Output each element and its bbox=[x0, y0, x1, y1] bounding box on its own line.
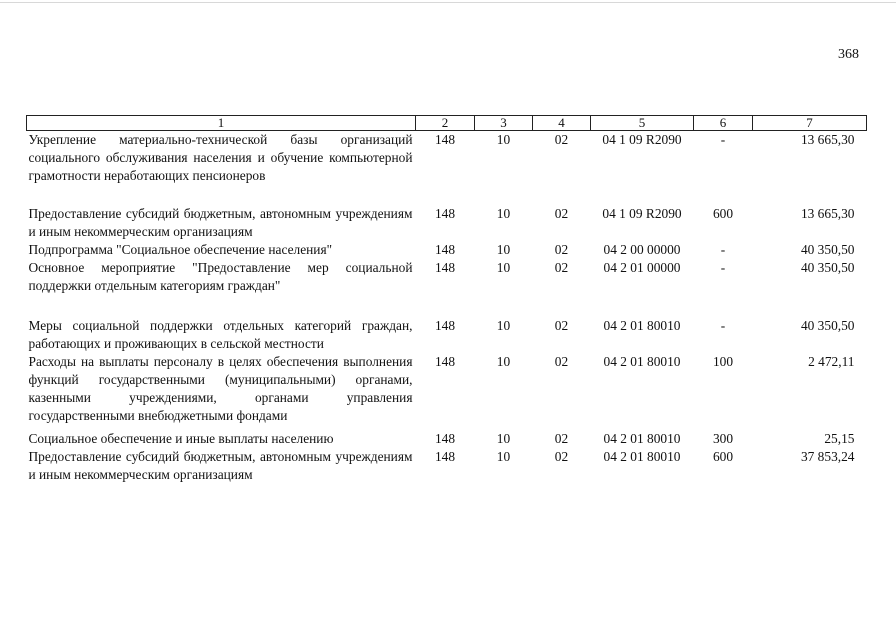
row-code: 148 bbox=[434, 318, 456, 333]
row-section: 10 bbox=[496, 318, 511, 333]
row-target-article: 04 2 01 80010 bbox=[603, 431, 681, 446]
table-row bbox=[27, 205, 867, 241]
column-header: 2 bbox=[416, 116, 475, 131]
row-section: 10 bbox=[496, 132, 511, 147]
row-name: Предоставление субсидий бюджетным, автономным учреждениям и иным некоммерческим организациям bbox=[28, 206, 413, 239]
row-expense-type: - bbox=[720, 260, 726, 275]
table-row bbox=[27, 448, 867, 484]
header-row bbox=[27, 116, 867, 131]
column-header: 5 bbox=[591, 116, 694, 131]
column-header: 3 bbox=[475, 116, 533, 131]
budget-table bbox=[26, 115, 867, 484]
row-section: 10 bbox=[496, 449, 511, 464]
column-header: 7 bbox=[753, 116, 867, 131]
row-section: 10 bbox=[496, 242, 511, 257]
table-row bbox=[27, 353, 867, 425]
row-expense-type: 100 bbox=[712, 354, 734, 369]
row-subsection: 02 bbox=[554, 354, 569, 369]
page-number: 368 bbox=[838, 47, 859, 62]
row-expense-type: - bbox=[720, 132, 726, 147]
row-name: Расходы на выплаты персоналу в целях обеспечения выполнения функций государственными (муниципальными) органами, казенными учреждениями, органами управления государственными внебюджетными фондами bbox=[28, 354, 413, 423]
row-name: Предоставление субсидий бюджетным, автономным учреждениям и иным некоммерческим организациям bbox=[28, 449, 413, 482]
table-row bbox=[27, 259, 867, 295]
row-subsection: 02 bbox=[554, 206, 569, 221]
scan-edge-line bbox=[0, 2, 896, 3]
row-section: 10 bbox=[496, 206, 511, 221]
table-row bbox=[27, 430, 867, 448]
table-row bbox=[27, 131, 867, 186]
row-amount: 25,15 bbox=[824, 431, 855, 446]
row-section: 10 bbox=[496, 431, 511, 446]
row-amount: 13 665,30 bbox=[800, 206, 855, 221]
row-target-article: 04 2 01 00000 bbox=[603, 260, 681, 275]
row-name: Меры социальной поддержки отдельных категорий граждан, работающих и проживающих в сельской местности bbox=[28, 318, 413, 351]
row-spacer bbox=[27, 295, 867, 317]
row-target-article: 04 2 00 00000 bbox=[603, 242, 681, 257]
row-code: 148 bbox=[434, 260, 456, 275]
row-amount: 40 350,50 bbox=[800, 318, 855, 333]
row-expense-type: 300 bbox=[712, 431, 734, 446]
row-code: 148 bbox=[434, 206, 456, 221]
row-amount: 40 350,50 bbox=[800, 242, 855, 257]
column-header: 6 bbox=[694, 116, 753, 131]
row-subsection: 02 bbox=[554, 242, 569, 257]
column-header: 1 bbox=[27, 116, 416, 131]
row-subsection: 02 bbox=[554, 132, 569, 147]
row-expense-type: - bbox=[720, 242, 726, 257]
table-row bbox=[27, 241, 867, 259]
row-amount: 40 350,50 bbox=[800, 260, 855, 275]
row-target-article: 04 2 01 80010 bbox=[603, 318, 681, 333]
row-expense-type: - bbox=[720, 318, 726, 333]
row-code: 148 bbox=[434, 132, 456, 147]
row-code: 148 bbox=[434, 354, 456, 369]
row-amount: 37 853,24 bbox=[800, 449, 855, 464]
row-expense-type: 600 bbox=[712, 449, 734, 464]
row-subsection: 02 bbox=[554, 449, 569, 464]
row-name: Социальное обеспечение и иные выплаты населению bbox=[28, 431, 334, 446]
table-row bbox=[27, 317, 867, 353]
row-code: 148 bbox=[434, 449, 456, 464]
row-code: 148 bbox=[434, 242, 456, 257]
column-header: 4 bbox=[533, 116, 591, 131]
row-target-article: 04 1 09 R2090 bbox=[602, 132, 682, 147]
row-target-article: 04 1 09 R2090 bbox=[602, 206, 682, 221]
row-amount: 2 472,11 bbox=[808, 354, 855, 369]
row-subsection: 02 bbox=[554, 318, 569, 333]
row-name: Основное мероприятие "Предоставление мер социальной поддержки отдельным категориям граждан" bbox=[28, 260, 413, 293]
row-target-article: 04 2 01 80010 bbox=[603, 449, 681, 464]
row-section: 10 bbox=[496, 260, 511, 275]
row-amount: 13 665,30 bbox=[800, 132, 855, 147]
row-name: Укрепление материально-технической базы организаций социального обслуживания населения и обучение компьютерной грамотности неработающих пенсионеров bbox=[28, 132, 413, 183]
row-spacer bbox=[27, 185, 867, 205]
row-name: Подпрограмма "Социальное обеспечение населения" bbox=[28, 242, 333, 257]
row-subsection: 02 bbox=[554, 260, 569, 275]
row-expense-type: 600 bbox=[712, 206, 734, 221]
row-code: 148 bbox=[434, 431, 456, 446]
row-target-article: 04 2 01 80010 bbox=[603, 354, 681, 369]
row-section: 10 bbox=[496, 354, 511, 369]
row-subsection: 02 bbox=[554, 431, 569, 446]
